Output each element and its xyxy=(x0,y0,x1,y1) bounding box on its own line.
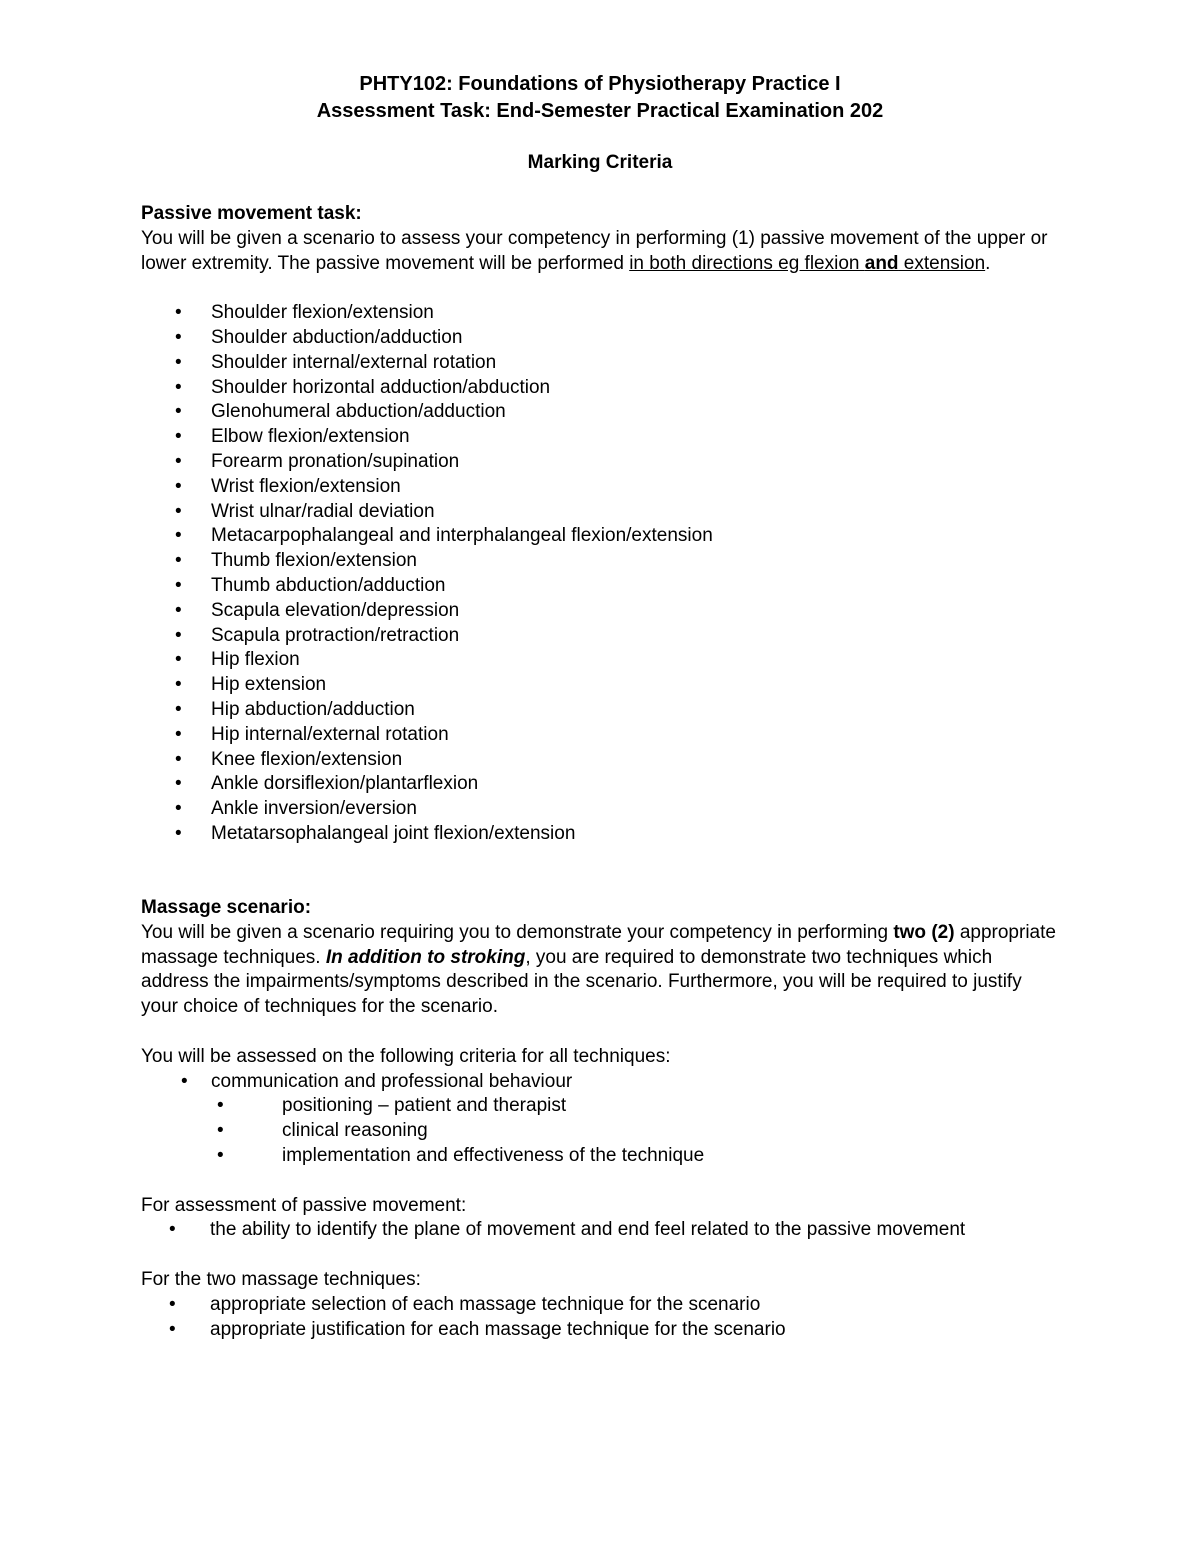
list-item-text: Knee flexion/extension xyxy=(211,748,403,770)
bullet-icon: • xyxy=(169,1219,176,1241)
bullet-icon: • xyxy=(175,550,182,572)
list-item xyxy=(141,574,1061,599)
bullet-icon: • xyxy=(175,698,182,720)
list-item-text: Shoulder horizontal adduction/abduction xyxy=(211,376,551,398)
list-item xyxy=(141,450,1061,475)
list-item-text: Thumb flexion/extension xyxy=(211,550,417,572)
list-item xyxy=(141,301,1061,326)
course-title: PHTY102: Foundations of Physiotherapy Practice I xyxy=(359,73,841,95)
list-item xyxy=(141,797,1061,822)
bullet-icon: • xyxy=(169,1318,176,1340)
marking-criteria-heading: Marking Criteria xyxy=(527,152,673,173)
intro-underlined-1 xyxy=(629,253,985,274)
list-item xyxy=(141,1293,1061,1318)
bullet-icon: • xyxy=(175,401,182,423)
list-item xyxy=(141,1218,981,1243)
list-item-text: appropriate selection of each massage technique for the scenario xyxy=(210,1293,761,1315)
bullet-icon: • xyxy=(169,1293,176,1315)
bullet-icon: • xyxy=(175,674,182,696)
list-item xyxy=(141,500,1061,525)
list-item xyxy=(141,673,1061,698)
bullet-icon: • xyxy=(175,798,182,820)
list-item-text: Metatarsophalangeal joint flexion/extension xyxy=(211,822,576,844)
list-item xyxy=(141,400,1061,425)
bullet-icon: • xyxy=(175,599,182,621)
bullet-icon: • xyxy=(175,525,182,547)
massage-bold-italic: In addition to stroking xyxy=(325,946,526,968)
criteria-intro: You will be assessed on the following criteria for all techniques: xyxy=(141,1045,671,1067)
bullet-icon: • xyxy=(175,748,182,770)
bullet-icon: • xyxy=(175,822,182,844)
list-item xyxy=(141,648,1061,673)
list-item-text: Shoulder flexion/extension xyxy=(211,302,434,324)
bullet-icon: • xyxy=(217,1095,224,1117)
criteria-first-list xyxy=(141,1070,1061,1095)
list-item xyxy=(141,351,1061,376)
list-item-text: Shoulder internal/external rotation xyxy=(211,351,497,373)
list-item-text: Hip flexion xyxy=(211,649,300,671)
list-item xyxy=(141,723,1061,748)
bullet-icon: • xyxy=(175,649,182,671)
intro-underline-text-2: extension xyxy=(898,252,986,274)
list-item-text: Elbow flexion/extension xyxy=(211,426,410,448)
passive-movement-list xyxy=(141,301,1061,847)
list-item xyxy=(141,549,1061,574)
passive-movement-section xyxy=(141,202,1061,847)
list-item xyxy=(141,326,1061,351)
list-item xyxy=(141,698,1061,723)
massage-text-c: , you are required to demonstrate two techniques which address the impairments/symptoms described in the scenario. Furthermore, you will be required to justify your choice of techniques for the scenario. xyxy=(141,946,1022,1018)
list-item-text: clinical reasoning xyxy=(282,1120,428,1142)
list-item-text: Scapula elevation/depression xyxy=(211,599,460,621)
list-item-text: Forearm pronation/supination xyxy=(211,450,460,472)
bullet-icon: • xyxy=(175,624,182,646)
list-item-text: implementation and effectiveness of the technique xyxy=(282,1144,705,1166)
list-item-text: Hip extension xyxy=(211,674,327,696)
bullet-icon: • xyxy=(175,773,182,795)
list-item xyxy=(141,748,1061,773)
bullet-icon: • xyxy=(175,450,182,472)
bullet-icon: • xyxy=(175,723,182,745)
massage-heading: Massage scenario: xyxy=(141,897,312,918)
list-item-text: Hip abduction/adduction xyxy=(211,698,415,720)
list-item xyxy=(141,1318,1061,1343)
two-techniques-intro: For the two massage techniques: xyxy=(141,1268,421,1290)
list-item xyxy=(141,1119,1061,1144)
list-item-text: Ankle dorsiflexion/plantarflexion xyxy=(211,773,479,795)
list-item xyxy=(141,425,1061,450)
list-item xyxy=(141,822,1061,847)
list-item-text: Ankle inversion/eversion xyxy=(211,798,417,820)
list-item-text: appropriate justification for each massage technique for the scenario xyxy=(210,1318,786,1340)
list-item-text: Thumb abduction/adduction xyxy=(211,574,446,596)
passive-assessment-intro: For assessment of passive movement: xyxy=(141,1194,467,1216)
intro-bold-and: and xyxy=(864,252,899,274)
passive-assessment-list xyxy=(141,1218,981,1243)
bullet-icon: • xyxy=(175,500,182,522)
massage-intro xyxy=(141,921,1056,1020)
list-item xyxy=(141,1144,1061,1169)
two-techniques-list xyxy=(141,1293,1061,1343)
bullet-icon: • xyxy=(175,326,182,348)
bullet-icon: • xyxy=(217,1144,224,1166)
list-item xyxy=(141,599,1061,624)
criteria-sub-list xyxy=(141,1094,1061,1168)
massage-bold-two: two (2) xyxy=(893,921,955,943)
list-item-text: Scapula protraction/retraction xyxy=(211,624,460,646)
list-item xyxy=(141,475,1061,500)
list-item-text: communication and professional behaviour xyxy=(211,1070,573,1092)
massage-section xyxy=(141,896,1061,1342)
list-item xyxy=(141,772,1061,797)
bullet-icon: • xyxy=(175,426,182,448)
list-item xyxy=(141,376,1061,401)
bullet-icon: • xyxy=(217,1120,224,1142)
list-item-text: Shoulder abduction/adduction xyxy=(211,326,463,348)
list-item-text: positioning – patient and therapist xyxy=(282,1095,567,1117)
intro-end: . xyxy=(985,252,991,274)
list-item-text: Glenohumeral abduction/adduction xyxy=(211,401,506,423)
bullet-icon: • xyxy=(175,351,182,373)
list-item-text: Hip internal/external rotation xyxy=(211,723,449,745)
list-item-text: Wrist flexion/extension xyxy=(211,475,401,497)
bullet-icon: • xyxy=(175,376,182,398)
massage-text-b: appropriate massage techniques. xyxy=(141,921,1056,968)
bullet-icon: • xyxy=(175,475,182,497)
intro-text: You will be given a scenario to assess your competency in performing (1) passive movement of the upper or lower extremity. The passive movement will be performed xyxy=(141,227,1048,274)
passive-movement-intro xyxy=(141,227,1056,277)
list-item-text: the ability to identify the plane of movement and end feel related to the passive movement xyxy=(210,1219,966,1241)
intro-underline-text: in both directions eg flexion xyxy=(629,252,865,274)
list-item xyxy=(141,1070,1061,1095)
list-item xyxy=(141,1094,1061,1119)
list-item xyxy=(141,624,1061,649)
bullet-icon: • xyxy=(175,574,182,596)
list-item-text: Wrist ulnar/radial deviation xyxy=(211,500,435,522)
massage-text-a: You will be given a scenario requiring you to demonstrate your competency in performing xyxy=(141,921,894,943)
list-item-text: Metacarpophalangeal and interphalangeal flexion/extension xyxy=(211,525,713,547)
bullet-icon: • xyxy=(175,302,182,324)
passive-movement-heading: Passive movement task: xyxy=(141,203,362,224)
bullet-icon: • xyxy=(181,1070,188,1092)
list-item xyxy=(141,524,1061,549)
assessment-title: Assessment Task: End-Semester Practical Examination 202 xyxy=(316,100,884,122)
